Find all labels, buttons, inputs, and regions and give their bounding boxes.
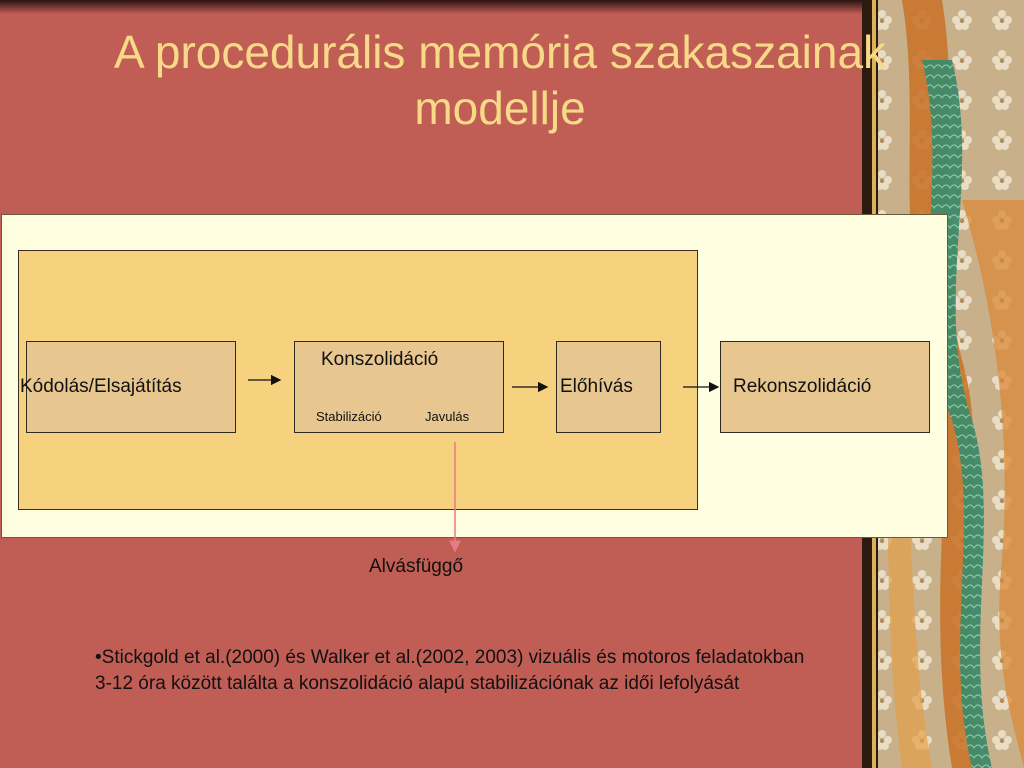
sleep-dependent-label: Alvásfüggő xyxy=(369,556,464,577)
reconsolidation-label: Rekonszolidáció xyxy=(733,376,872,397)
consolidation-label: Konszolidáció xyxy=(321,349,439,370)
reference-note: •Stickgold et al.(2000) és Walker et al.(2002, 2003) vizuális és motoros feladatokban 3-12 óra között találta a konszolidáció alapú stabilizációnak az idői lefolyását xyxy=(95,647,805,694)
improvement-label: Javulás xyxy=(425,409,470,424)
retrieval-label: Előhívás xyxy=(560,376,633,397)
title-line-1: A procedurális memória szakaszainak xyxy=(113,26,887,78)
stabilization-label: Stabilizáció xyxy=(316,409,382,424)
top-shadow xyxy=(0,0,880,14)
encoding-label: Kódolás/Elsajátítás xyxy=(20,376,182,397)
title-line-2: modellje xyxy=(414,82,586,134)
slide-title xyxy=(0,24,1000,136)
